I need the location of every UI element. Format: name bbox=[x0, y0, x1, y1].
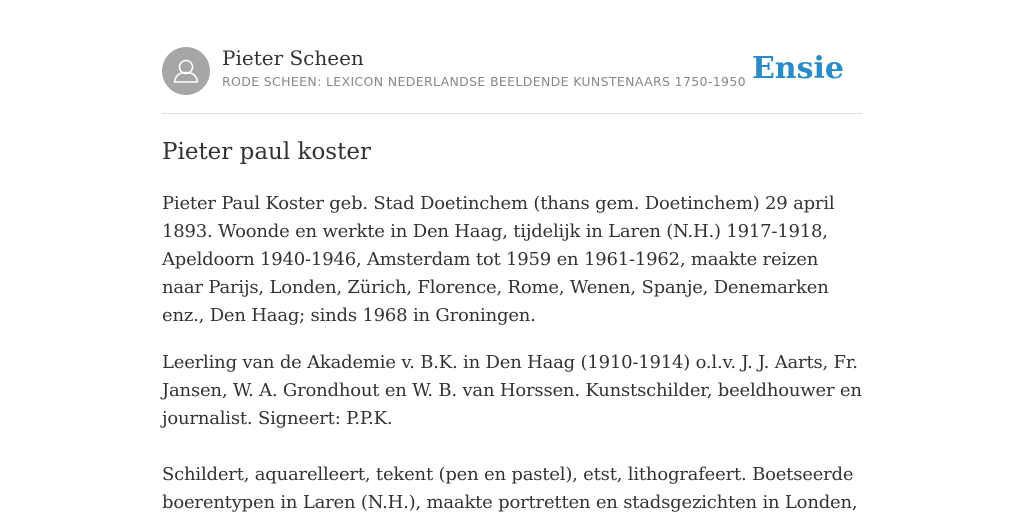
author-name[interactable]: Pieter Scheen bbox=[222, 46, 364, 70]
paragraph-education: Leerling van de Akademie v. B.K. in Den Haag (1910-1914) o.l.v. J. J. Aarts, Fr. Jansen, W. A. Grondhout en W. B. van Horssen. Kunstschilder, beeldhouwer en journalist. Signeert: P.P.K. bbox=[162, 352, 862, 429]
header bbox=[162, 46, 862, 114]
source-title[interactable]: RODE SCHEEN: LEXICON NEDERLANDSE BEELDENDE KUNSTENAARS 1750-1950 bbox=[222, 74, 746, 89]
article-body bbox=[162, 190, 862, 512]
ensie-logo[interactable]: Ensie bbox=[751, 51, 844, 86]
user-silhouette-icon bbox=[162, 47, 210, 95]
paragraph-biography: Pieter Paul Koster geb. Stad Doetinchem (thans gem. Doetinchem) 29 april 1893. Woonde en werkte in Den Haag, tijdelijk in Laren (N.H.) 1917-1918, Apeldoorn 1940-1946, Amsterdam tot 1959 en 1961-1962, maakte reizen naar Parijs, Londen, Zürich, Florence, Rome, Wenen, Spanje, Denemarken enz., Den Haag; sinds 1968 in Groningen. bbox=[162, 193, 835, 326]
paragraph-works: Schildert, aquarelleert, tekent (pen en pastel), etst, lithografeert. Boetseerde boerentypen in Laren (N.H.), maakte portretten en stadsgezichten in Londen, bbox=[162, 464, 858, 512]
page-title: Pieter paul koster bbox=[162, 139, 371, 165]
avatar[interactable] bbox=[162, 47, 210, 95]
